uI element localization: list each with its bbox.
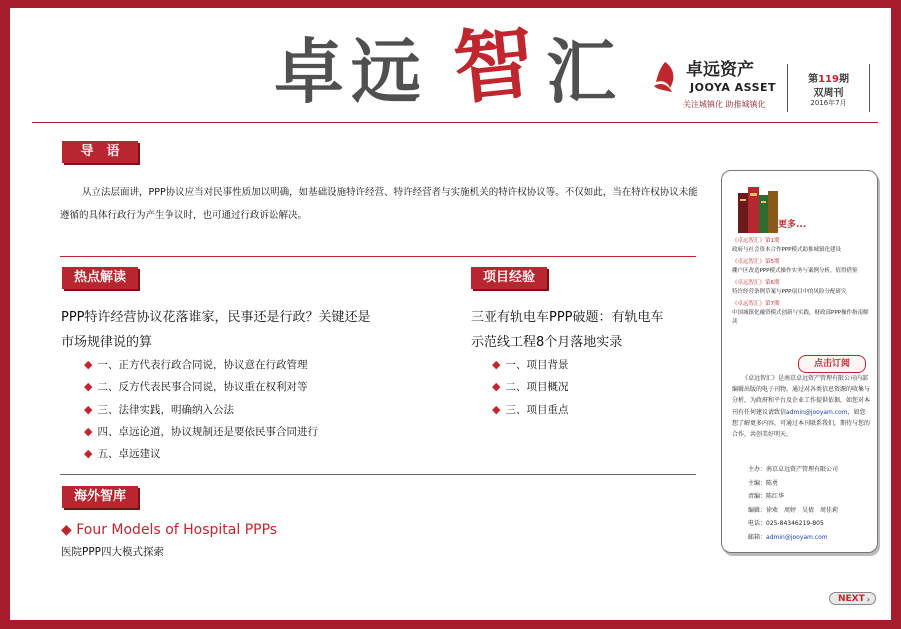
list-item[interactable]: ◆ 三、项目重点: [492, 402, 569, 416]
list-item[interactable]: ◆ 五、卓远建议: [84, 447, 161, 461]
list-item[interactable]: ◆ 三、法律实践，明确纳入公法: [84, 402, 234, 416]
books-icon: [736, 183, 782, 235]
diamond-bullet-icon: ◆: [492, 380, 501, 394]
back-issue-title[interactable]: 《卓远智汇》第1期: [732, 238, 780, 244]
intro-text: 从立法层面讲，PPP协议应当对民事性质加以明确，如基础设施特许经营、特许经营者与实施机关的特许权协议等。不仅如此，当在特许权协议未能遵循的具体行政行为产生争议时，也可通过行政诉讼解决。: [60, 187, 698, 221]
list-item[interactable]: ◆ 二、反方代表民事合同说，协议重在权利对等: [84, 380, 308, 394]
company-name-cn: 卓远资产: [686, 60, 754, 80]
diamond-bullet-icon: ◆: [84, 380, 93, 394]
back-issue-title[interactable]: 《卓远智汇》第7期: [732, 301, 780, 307]
list-item[interactable]: ◆ 一、项目背景: [492, 358, 569, 371]
hot-heading: 热点解读: [62, 267, 138, 289]
back-issue-title[interactable]: 《卓远智汇》第5期: [732, 259, 780, 265]
back-issues-list: [732, 237, 870, 330]
email-link[interactable]: admin@jooyam.com: [786, 408, 848, 416]
project-heading: 项目经验: [471, 267, 547, 289]
back-issue-desc: 特许经营条例草案与PPP项目中的风险分配研究: [732, 289, 847, 295]
contact-email-link[interactable]: admin@jooyam.com: [766, 533, 828, 541]
diamond-bullet-icon: ◆: [492, 402, 501, 416]
issue-type: 双周刊: [813, 88, 844, 99]
issue-date: 2016年7月: [810, 99, 847, 107]
back-issue-desc: 中国城镇化融资模式创新与实践，财政部PPP操作指南解读: [732, 310, 869, 325]
hot-article-title[interactable]: PPP特许经营协议花落谁家，民事还是行政？关键还是 市场规律说的算: [61, 310, 371, 350]
hot-divider: [60, 474, 696, 475]
list-item[interactable]: ◆ 二、项目概况: [492, 380, 569, 394]
subscribe-button[interactable]: 点击订阅: [798, 355, 866, 373]
arrow-right-icon: ›: [866, 595, 870, 604]
issue-number: 第119期: [808, 74, 849, 85]
overseas-article-title[interactable]: ◆ Four Models of Hospital PPPs: [61, 522, 278, 538]
sidebar-panel: [721, 170, 878, 553]
list-item[interactable]: ◆ 四、卓远论道，协议规制还是要依民事合同进行: [84, 424, 318, 438]
list-item[interactable]: ◆ 一、正方代表行政合同说，协议意在行政管理: [84, 358, 308, 371]
project-article-title[interactable]: 三亚有轨电车PPP破题：有轨电车 示范线工程8个月落地实录: [471, 310, 664, 350]
back-issue-desc: 政府与社会资本合作PPP模式助推城镇化建设: [732, 247, 841, 253]
more-link[interactable]: 更多...: [778, 220, 807, 230]
newsletter-page: [10, 8, 891, 620]
diamond-bullet-icon: ◆: [84, 358, 93, 371]
overseas-heading: 海外智库: [62, 486, 138, 508]
masthead-char-4: 汇: [546, 31, 616, 113]
masthead-char-1: 卓: [274, 31, 344, 113]
company-logo-icon: [648, 60, 682, 94]
masthead-divider: [32, 122, 878, 123]
company-slogan: 关注城镇化 助推城镇化: [683, 100, 766, 109]
intro-divider: [60, 256, 696, 257]
project-article-sections: [492, 354, 568, 421]
overseas-article-subtitle[interactable]: 医院PPP四大模式探索: [61, 546, 164, 558]
diamond-bullet-icon: ◆: [492, 358, 501, 371]
hot-article-sections: [84, 354, 318, 465]
company-name-en: JOOYA ASSET: [690, 81, 777, 94]
masthead-char-2: 远: [351, 31, 421, 113]
next-page-button[interactable]: NEXT ›: [829, 592, 876, 605]
intro-heading: 导 语: [62, 141, 138, 163]
diamond-bullet-icon: ◆: [84, 402, 93, 416]
back-issue-title[interactable]: 《卓远智汇》第6期: [732, 280, 780, 286]
issue-info: [787, 64, 870, 112]
diamond-bullet-icon: ◆: [84, 447, 93, 461]
back-issue-desc: 棚户区改造PPP模式操作实务与案例分析，值得借鉴: [732, 268, 858, 274]
newsletter-description: 《卓远智汇》是南京卓远资产管理有限公司内部编辑出版的电子刊物，通过对各类信息资源的收集与分析，为政府和平台及企业工作提供依据，如您对本刊有任何建议请致信admin@jooyam.com，如您想了解更多内容，可通过本刊联系我们，期待与您的合作，共创美好明天。: [732, 375, 871, 439]
diamond-bullet-icon: ◆: [84, 424, 93, 438]
masthead-char-3: 智: [449, 14, 539, 116]
publisher-info: 主办：南京卓远资产管理有限公司 主编：陈勇 责编：陈红华 编辑：徐欢 周婷 吴倩 周佳莉 电话：025-84346219-805 邮箱：admin@jooyam.com: [748, 466, 839, 541]
